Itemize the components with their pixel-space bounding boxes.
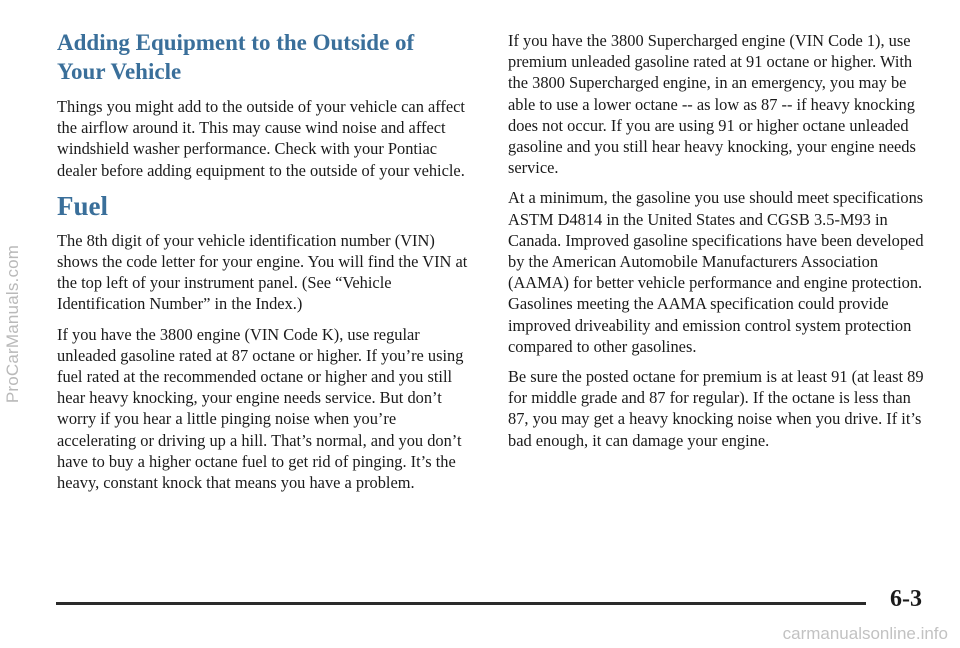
right-column (508, 30, 928, 460)
paragraph-3800-engine: If you have the 3800 engine (VIN Code K), use regular unleaded gasoline rated at 87 octane or higher. If you’re using fuel rated at the recommended octane or higher and you still hear heavy knocking, your engine needs service. But don’t worry if you hear a little pinging noise when you’re accelerating or driving up a hill. That’s normal, and you don’t have to buy a higher octane fuel to get rid of pinging. It’s the heavy, constant knock that means you have a problem. (57, 324, 464, 493)
section-heading-equipment (57, 28, 475, 86)
footer-rule (56, 602, 866, 605)
paragraph-premium-octane: Be sure the posted octane for premium is at least 91 (at least 89 for middle grade and 87 for regular). If the octane is less than 87, you may get a heavy knocking noise when you drive. If it’s bad enough, it can damage your engine. (508, 367, 924, 450)
section-heading-fuel: Fuel (57, 190, 108, 221)
paragraph-vin: The 8th digit of your vehicle identification number (VIN) shows the code letter for your engine. You will find the VIN at the top left of your instrument panel. (See “Vehicle Identification Number” in the Index.) (57, 230, 468, 314)
page-number: 6-3 (890, 586, 922, 612)
bottom-watermark: carmanualsonline.info (782, 624, 948, 643)
heading-line-2: Your Vehicle (57, 59, 182, 84)
paragraph-minimum-spec: At a minimum, the gasoline you use should meet specifications ASTM D4814 in the United States and CGSB 3.5-M93 in Canada. Improved gasoline specifications have been developed by the American Automobile Manufacturers Association (AAMA) for better vehicle performance and engine protection. Gasolines meeting the AAMA specification could provide improved driveability and emission control system protection compared to other gasolines. (508, 188, 924, 356)
paragraph-supercharged: If you have the 3800 Supercharged engine (VIN Code 1), use premium unleaded gasoline rated at 91 octane or higher. With the 3800 Supercharged engine, in an emergency, you may be able to use a lower octane -- as low as 87 -- if heavy knocking does not occur. If you are using 91 or higher octane unleaded gasoline and you still hear heavy knocking, your engine needs service. (508, 31, 916, 178)
heading-line-1: Adding Equipment to the Outside of (57, 30, 415, 55)
left-column (57, 28, 475, 502)
paragraph-equipment: Things you might add to the outside of your vehicle can affect the airflow around it. This may cause wind noise and affect windshield washer performance. Check with your Pontiac dealer before adding equipment to the outside of your vehicle. (57, 97, 465, 180)
side-watermark (0, 0, 26, 648)
side-watermark-text: ProCarManuals.com (3, 244, 22, 404)
